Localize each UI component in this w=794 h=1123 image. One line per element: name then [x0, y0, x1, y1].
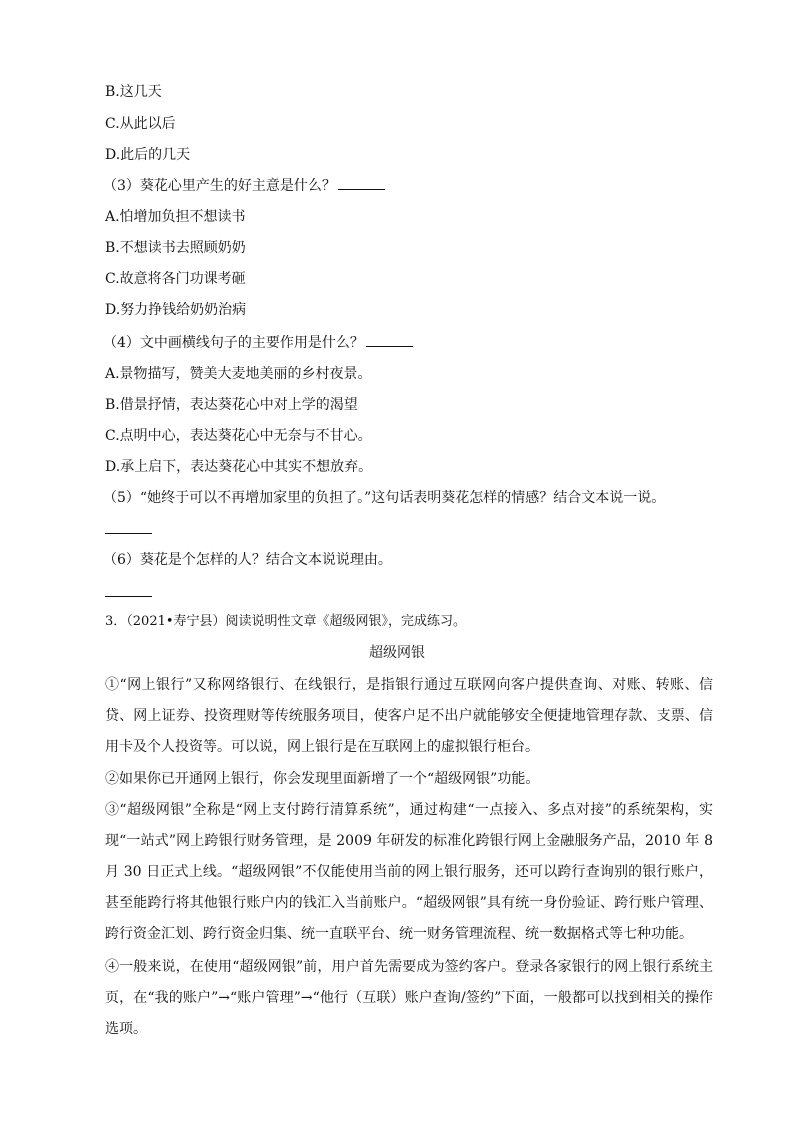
- question-3-header: 3．（2021•寿宁县）阅读说明性文章《超级网银》，完成练习。: [105, 614, 467, 629]
- q3-option-a: A.怕增加负担不想读书: [105, 209, 246, 225]
- q3-stem: （3）葵花心里产生的好主意是什么？: [103, 176, 385, 196]
- q5-stem: （5）“她终于可以不再增加家里的负担了。”这句话表明葵花怎样的情感？结合文本说一说。: [103, 490, 666, 506]
- q4-answer-blank: [366, 345, 413, 347]
- q3-answer-blank: [338, 188, 385, 190]
- article-title: 超级网银: [369, 645, 425, 661]
- article-paragraph-4: ④一般来说，在使用“超级网银”前，用户首先需要成为签约客户。登录各家银行的网上银行系统主页，在“我的账户”→“账户管理”→“他行（互联）账户查询/签约”下面，一般都可以找到相关的操作选项。: [105, 959, 713, 1037]
- q5-answer-line: [105, 533, 152, 534]
- article-paragraph-2: ②如果你已开通网上银行，你会发现里面新增了一个“超级网银”功能。: [105, 771, 540, 787]
- q2-option-c: C.从此以后: [105, 116, 176, 132]
- q4-stem: （4）文中画横线句子的主要作用是什么？: [103, 333, 413, 353]
- q4-option-d: D.承上启下，表达葵花心中其实不想放弃。: [105, 459, 373, 475]
- q2-option-b: B.这几天: [105, 84, 162, 100]
- article-paragraph-3: ③“超级网银”全称是“网上支付跨行清算系统”，通过构建“一点接入、多点对接”的系统架构，实现“一站式”网上跨银行财务管理，是 2009 年研发的标准化跨银行网上金融服务产品，2010 年 8 月 30 日正式上线。“超级网银”不仅能使用当前的网上银行服务，还可以跨行查询别的银行账户，甚至能跨行将其他银行账户内的钱汇入当前账户。“超级网银”具有统一身份验证、跨行账户管理、跨行资金汇划、跨行资金归集、统一直联平台、统一财务管理流程、统一数据格式等七种功能。: [105, 802, 713, 942]
- q4-option-c: C.点明中心，表达葵花心中无奈与不甘心。: [105, 428, 372, 444]
- q6-answer-line: [105, 596, 152, 597]
- q2-option-d: D.此后的几天: [105, 147, 191, 163]
- q4-option-b: B.借景抒情，表达葵花心中对上学的渴望: [105, 397, 358, 413]
- q3-option-d: D.努力挣钱给奶奶治病: [105, 302, 247, 318]
- q3-option-b: B.不想读书去照顾奶奶: [105, 240, 246, 256]
- q6-stem: （6）葵花是个怎样的人？结合文本说说理由。: [103, 552, 392, 568]
- q3-option-c: C.故意将各门功课考砸: [105, 271, 246, 287]
- q4-option-a: A.景物描写，赞美大麦地美丽的乡村夜景。: [105, 366, 372, 382]
- article-paragraph-1: ①“网上银行”又称网络银行、在线银行，是指银行通过互联网向客户提供查询、对账、转账、信贷、网上证券、投资理财等传统服务项目，使客户足不出户就能够安全便捷地管理存款、支票、信用卡及个人投资等。可以说，网上银行是在互联网上的虚拟银行柜台。: [105, 677, 713, 755]
